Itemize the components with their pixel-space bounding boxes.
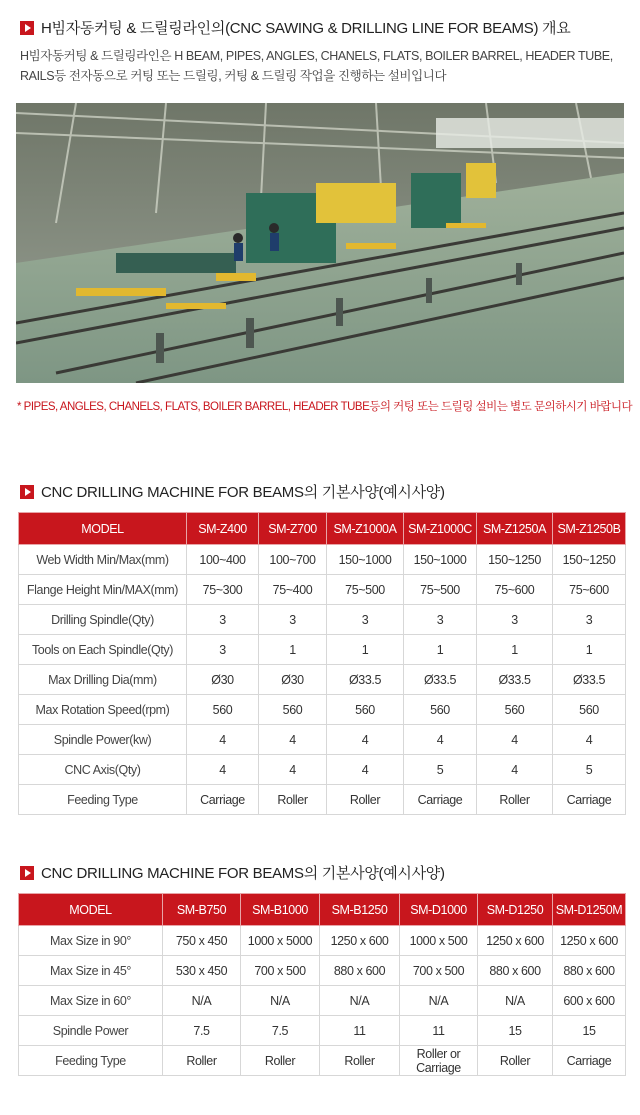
- table-row: [19, 1046, 626, 1076]
- value-cell: [187, 545, 259, 575]
- section-spec1-title: [20, 481, 445, 502]
- cell-text: 880 x 600: [489, 963, 541, 978]
- cell-text: 150~1250: [488, 552, 541, 567]
- cell-text: CNC Axis(Qty): [64, 762, 141, 777]
- header-cell: SM-Z700: [259, 513, 327, 545]
- row-label-cell: [19, 665, 187, 695]
- cell-text: 5: [585, 762, 593, 777]
- value-cell: [553, 785, 626, 815]
- cell-text: 75~600: [569, 582, 609, 597]
- cell-text: N/A: [191, 993, 212, 1008]
- cell-text: Ø30: [281, 672, 304, 687]
- cell-text: N/A: [505, 993, 525, 1008]
- cell-text: 4: [511, 732, 518, 747]
- cell-text: 4: [289, 732, 296, 747]
- bullet-arrow-icon: [20, 485, 34, 499]
- row-label-cell: [19, 725, 187, 755]
- value-cell: [553, 545, 626, 575]
- cell-text: 1: [436, 642, 444, 657]
- value-cell: [259, 785, 327, 815]
- spec-table-z-series: [18, 512, 626, 815]
- header-cell: SM-Z1250B: [553, 513, 626, 545]
- value-cell: [400, 986, 478, 1016]
- value-cell: [404, 605, 477, 635]
- cell-text: Flange Height Min/MAX(mm): [26, 582, 179, 597]
- cell-text: 1000 x 500: [409, 933, 468, 948]
- value-cell: [187, 725, 259, 755]
- value-cell: [404, 725, 477, 755]
- cell-text: 150~1000: [338, 552, 392, 567]
- value-cell: [259, 545, 327, 575]
- cell-text: 75~400: [272, 582, 313, 597]
- value-cell: [478, 986, 553, 1016]
- cell-text: 560: [355, 702, 375, 717]
- value-cell: [241, 1046, 320, 1076]
- factory-line-photo: [16, 103, 624, 383]
- table-row: [19, 575, 626, 605]
- value-cell: [327, 785, 404, 815]
- value-cell: [187, 575, 259, 605]
- value-cell: [327, 755, 404, 785]
- row-label-cell: [19, 956, 163, 986]
- value-cell: [400, 1046, 478, 1076]
- table-row: [19, 986, 626, 1016]
- cell-text: 4: [219, 732, 226, 747]
- value-cell: [400, 926, 478, 956]
- value-cell: [187, 665, 259, 695]
- row-label-cell: [19, 545, 187, 575]
- value-cell: [477, 785, 553, 815]
- value-cell: [241, 986, 320, 1016]
- section-spec2-title: [20, 862, 445, 883]
- value-cell: [404, 575, 477, 605]
- cell-text: 100~700: [269, 552, 316, 567]
- value-cell: [553, 725, 626, 755]
- value-cell: [163, 1046, 241, 1076]
- cell-text: 560: [212, 702, 233, 717]
- cell-text: 4: [511, 762, 518, 777]
- intro-line-1: H빔자동커팅 & 드릴링라인은 H BEAM, PIPES, ANGLES, CHANELS, FLATS, BOILER BARREL, HEADER TUBE,: [20, 49, 613, 63]
- cell-text: 15: [508, 1023, 522, 1038]
- value-cell: [320, 1016, 400, 1046]
- cell-text: Ø33.5: [498, 672, 531, 687]
- row-label-cell: [19, 1046, 163, 1076]
- header-cell: SM-B1000: [241, 894, 320, 926]
- cell-text: Roller: [499, 1053, 531, 1068]
- header-cell: SM-B1250: [320, 894, 400, 926]
- value-cell: [553, 635, 626, 665]
- cell-text: 600 x 600: [563, 993, 615, 1008]
- cell-text: 560: [282, 702, 303, 717]
- table-body: [19, 926, 626, 1076]
- cell-text: 3: [219, 612, 226, 627]
- cell-text: Tools on Each Spindle(Qty): [31, 642, 174, 657]
- value-cell: [404, 755, 477, 785]
- cell-text: 150~1250: [562, 552, 616, 567]
- value-cell: [553, 695, 626, 725]
- value-cell: [327, 545, 404, 575]
- row-label-cell: [19, 986, 163, 1016]
- value-cell: [478, 926, 553, 956]
- cell-text: Feeding Type: [67, 792, 138, 807]
- cell-text: N/A: [349, 993, 370, 1008]
- inquiry-note: * PIPES, ANGLES, CHANELS, FLATS, BOILER BARREL, HEADER TUBE등의 커팅 또는 드릴링 설비는 별도 문의하시기 바랍니다: [17, 401, 633, 413]
- cell-text: N/A: [270, 993, 290, 1008]
- value-cell: [477, 635, 553, 665]
- cell-text: Feeding Type: [55, 1053, 126, 1068]
- cell-text: Carriage: [566, 1053, 612, 1068]
- table-row: [19, 605, 626, 635]
- cell-text: 1250 x 600: [486, 933, 544, 948]
- overview-description: [20, 46, 620, 86]
- cell-text: 3: [585, 612, 593, 627]
- table-row: [19, 695, 626, 725]
- cell-text: 700 x 500: [254, 963, 306, 978]
- value-cell: [327, 695, 404, 725]
- cell-text: 1: [511, 642, 518, 657]
- cell-text: 1250 x 600: [560, 933, 618, 948]
- value-cell: [320, 956, 400, 986]
- header-cell: MODEL: [19, 894, 163, 926]
- table-header-row: [19, 513, 626, 545]
- value-cell: [187, 635, 259, 665]
- cell-text: 1: [585, 642, 593, 657]
- cell-text: Roller: [349, 792, 381, 807]
- value-cell: [478, 956, 553, 986]
- bullet-arrow-icon: [20, 866, 34, 880]
- cell-text: 700 x 500: [412, 963, 465, 978]
- value-cell: [163, 956, 241, 986]
- row-label-cell: [19, 785, 187, 815]
- value-cell: [553, 1016, 626, 1046]
- cell-text: 150~1000: [413, 552, 467, 567]
- cell-text: Max Rotation Speed(rpm): [35, 702, 170, 717]
- value-cell: [187, 605, 259, 635]
- cell-text: 4: [361, 762, 369, 777]
- value-cell: [163, 1016, 241, 1046]
- value-cell: [259, 575, 327, 605]
- value-cell: [404, 785, 477, 815]
- value-cell: [163, 986, 241, 1016]
- cell-text: 880 x 600: [563, 963, 615, 978]
- table-row: [19, 755, 626, 785]
- cell-text: Roller: [277, 792, 308, 807]
- header-cell: SM-Z1250A: [477, 513, 553, 545]
- header-cell: SM-Z400: [187, 513, 259, 545]
- cell-text: Ø33.5: [572, 672, 606, 687]
- header-cell: SM-D1250M: [553, 894, 626, 926]
- value-cell: [327, 725, 404, 755]
- cell-text: 15: [582, 1023, 596, 1038]
- cell-text: 7.5: [271, 1023, 289, 1038]
- spec2-title-text: CNC DRILLING MACHINE FOR BEAMS의 기본사양(예시사양): [41, 865, 445, 882]
- value-cell: [327, 605, 404, 635]
- cell-text: Roller or Carriage: [416, 1046, 461, 1075]
- cell-text: Roller: [186, 1053, 217, 1068]
- value-cell: [477, 725, 553, 755]
- table-row: [19, 635, 626, 665]
- cell-text: Spindle Power: [52, 1023, 129, 1038]
- value-cell: [478, 1046, 553, 1076]
- cell-text: 3: [289, 612, 296, 627]
- value-cell: [241, 1016, 320, 1046]
- cell-text: 7.5: [193, 1023, 210, 1038]
- spec-table-b-d-series: [18, 893, 626, 1076]
- cell-text: Roller: [264, 1053, 296, 1068]
- value-cell: [553, 605, 626, 635]
- value-cell: [187, 785, 259, 815]
- cell-text: Carriage: [200, 792, 245, 807]
- cell-text: Max Size in 45°: [50, 963, 131, 978]
- value-cell: [400, 956, 478, 986]
- value-cell: [553, 1046, 626, 1076]
- table-row: [19, 785, 626, 815]
- value-cell: [477, 575, 553, 605]
- cell-text: 1: [289, 642, 296, 657]
- value-cell: [553, 755, 626, 785]
- row-label-cell: [19, 695, 187, 725]
- cell-text: 3: [219, 642, 226, 657]
- cell-text: 4: [585, 732, 593, 747]
- cell-text: Roller: [344, 1053, 375, 1068]
- cell-text: 560: [504, 702, 525, 717]
- cell-text: 1000 x 5000: [247, 933, 313, 948]
- value-cell: [477, 605, 553, 635]
- cell-text: 75~600: [494, 582, 535, 597]
- value-cell: [241, 956, 320, 986]
- cell-text: 5: [436, 762, 444, 777]
- value-cell: [259, 665, 327, 695]
- cell-text: 3: [511, 612, 518, 627]
- intro-line-2: RAILS등 전자동으로 커팅 또는 드릴링, 커팅 & 드릴링 작업을 진행하는 설비입니다: [20, 69, 447, 83]
- cell-text: Roller: [499, 792, 530, 807]
- cell-text: 11: [353, 1023, 366, 1038]
- cell-text: 4: [289, 762, 296, 777]
- cell-text: 560: [579, 702, 599, 717]
- table-row: [19, 545, 626, 575]
- value-cell: [553, 575, 626, 605]
- value-cell: [320, 926, 400, 956]
- header-cell: SM-Z1000C: [404, 513, 477, 545]
- value-cell: [259, 695, 327, 725]
- table-row: [19, 665, 626, 695]
- row-label-cell: [19, 926, 163, 956]
- cell-text: 3: [361, 612, 369, 627]
- overview-title-text: H빔자동커팅 & 드릴링라인의(CNC SAWING & DRILLING LINE FOR BEAMS) 개요: [41, 20, 571, 37]
- table-header-row: [19, 894, 626, 926]
- cell-text: Ø33.5: [423, 672, 457, 687]
- value-cell: [320, 986, 400, 1016]
- cell-text: 4: [219, 762, 226, 777]
- bullet-arrow-icon: [20, 21, 34, 35]
- header-cell: SM-B750: [163, 894, 241, 926]
- table-row: [19, 725, 626, 755]
- value-cell: [187, 695, 259, 725]
- factory-photo-illustration: [16, 103, 624, 383]
- cell-text: 880 x 600: [333, 963, 386, 978]
- cell-text: Ø33.5: [348, 672, 382, 687]
- cell-text: Max Size in 60°: [50, 993, 131, 1008]
- value-cell: [404, 635, 477, 665]
- value-cell: [327, 635, 404, 665]
- section-overview-title: [20, 17, 570, 38]
- value-cell: [259, 725, 327, 755]
- value-cell: [553, 665, 626, 695]
- cell-text: Carriage: [566, 792, 612, 807]
- value-cell: [477, 665, 553, 695]
- value-cell: [404, 695, 477, 725]
- cell-text: 1250 x 600: [330, 933, 389, 948]
- value-cell: [187, 755, 259, 785]
- cell-text: 560: [430, 702, 450, 717]
- cell-text: Drilling Spindle(Qty): [51, 612, 154, 627]
- cell-text: 75~500: [345, 582, 385, 597]
- value-cell: [478, 1016, 553, 1046]
- row-label-cell: [19, 1016, 163, 1046]
- value-cell: [163, 926, 241, 956]
- header-cell: SM-D1250: [478, 894, 553, 926]
- cell-text: Carriage: [417, 792, 463, 807]
- table-row: [19, 1016, 626, 1046]
- value-cell: [553, 986, 626, 1016]
- value-cell: [327, 665, 404, 695]
- value-cell: [320, 1046, 400, 1076]
- table-row: [19, 926, 626, 956]
- header-cell: SM-Z1000A: [327, 513, 404, 545]
- cell-text: 750 x 450: [175, 933, 228, 948]
- value-cell: [553, 926, 626, 956]
- cell-text: 3: [436, 612, 444, 627]
- cell-text: Web Width Min/Max(mm): [36, 552, 169, 567]
- value-cell: [404, 665, 477, 695]
- cell-text: N/A: [428, 993, 449, 1008]
- value-cell: [327, 575, 404, 605]
- row-label-cell: [19, 605, 187, 635]
- cell-text: 4: [436, 732, 444, 747]
- spec1-title-text: CNC DRILLING MACHINE FOR BEAMS의 기본사양(예시사양): [41, 484, 445, 501]
- value-cell: [477, 695, 553, 725]
- cell-text: Spindle Power(kw): [53, 732, 152, 747]
- cell-text: 100~400: [199, 552, 246, 567]
- value-cell: [259, 635, 327, 665]
- header-cell: SM-D1000: [400, 894, 478, 926]
- row-label-cell: [19, 575, 187, 605]
- cell-text: 75~300: [202, 582, 243, 597]
- cell-text: 530 x 450: [175, 963, 228, 978]
- value-cell: [477, 755, 553, 785]
- value-cell: [477, 545, 553, 575]
- cell-text: Ø30: [211, 672, 234, 687]
- cell-text: 75~500: [420, 582, 460, 597]
- value-cell: [241, 926, 320, 956]
- cell-text: 1: [361, 642, 369, 657]
- value-cell: [259, 605, 327, 635]
- cell-text: Max Drilling Dia(mm): [48, 672, 157, 687]
- value-cell: [404, 545, 477, 575]
- cell-text: 4: [361, 732, 369, 747]
- value-cell: [259, 755, 327, 785]
- cell-text: 11: [432, 1023, 445, 1038]
- table-row: [19, 956, 626, 986]
- table-body: [19, 545, 626, 815]
- value-cell: [553, 956, 626, 986]
- value-cell: [400, 1016, 478, 1046]
- row-label-cell: [19, 635, 187, 665]
- row-label-cell: [19, 755, 187, 785]
- cell-text: Max Size in 90°: [50, 933, 131, 948]
- header-cell: MODEL: [19, 513, 187, 545]
